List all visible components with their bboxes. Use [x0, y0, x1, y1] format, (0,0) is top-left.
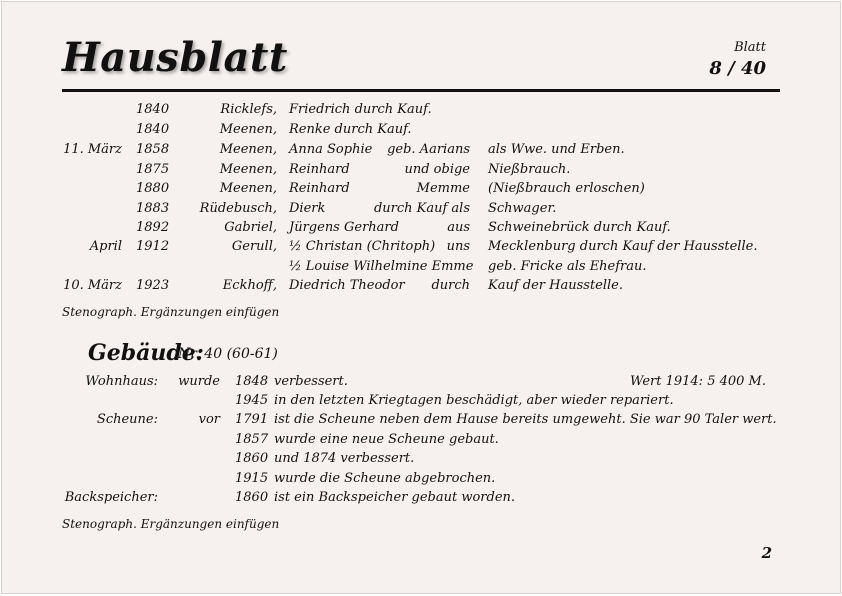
owner-note: geb. Fricke als Ehefrau. [488, 259, 647, 274]
owner-year: 1880 [136, 181, 170, 196]
blatt-number: 8 / 40 [709, 58, 766, 79]
owner-year: 1912 [136, 239, 170, 254]
owner-note: (Nießbrauch erloschen) [488, 181, 645, 196]
owner-note: als Wwe. und Erben. [488, 142, 625, 157]
steno-note: Stenograph. Ergänzungen einfügen [62, 517, 280, 531]
owner-name: Gerull, [231, 239, 277, 254]
owner-mid: uns [446, 239, 470, 254]
owner-day: 10. März [63, 278, 122, 293]
owner-year: 1858 [136, 142, 170, 157]
owner-year: 1840 [136, 122, 170, 137]
owner-name: Meenen, [219, 181, 277, 196]
page-title: Hausblatt [62, 34, 288, 81]
owner-year: 1923 [136, 278, 170, 293]
page-number: 2 [761, 544, 772, 562]
owner-first: Renke durch Kauf. [289, 122, 412, 137]
owner-first: Reinhard [289, 181, 350, 196]
owner-name: Meenen, [219, 162, 277, 177]
document-page [1, 1, 841, 594]
owner-year: 1892 [136, 220, 170, 235]
value-note: Wert 1914: 5 400 M. [630, 374, 766, 389]
owner-day: 11. März [63, 142, 122, 157]
building-text: ist die Scheune neben dem Hause bereits umgeweht. Sie war 90 Taler wert. [274, 412, 777, 427]
owner-mid: geb. Aarians [387, 142, 470, 157]
owner-name: Meenen, [219, 122, 277, 137]
owner-first: ½ Christan (Chritoph) [289, 239, 436, 254]
building-pre: wurde [178, 374, 220, 389]
building-year: 1857 [235, 432, 269, 447]
owner-year: 1883 [136, 201, 170, 216]
building-year: 1860 [235, 490, 269, 505]
owner-note: Schweinebrück durch Kauf. [488, 220, 671, 235]
building-type: Backspeicher: [64, 490, 158, 505]
owner-year: 1875 [136, 162, 170, 177]
building-text: verbessert. [274, 374, 348, 389]
owner-name: Eckhoff, [222, 278, 277, 293]
owner-note: Kauf der Hausstelle. [488, 278, 624, 293]
owner-name: Meenen, [219, 142, 277, 157]
owner-first: Diedrich Theodor [289, 278, 405, 293]
owner-first: Anna Sophie [289, 142, 373, 157]
blatt-label: Blatt [734, 40, 766, 55]
owner-note: Schwager. [488, 201, 557, 216]
building-text: wurde die Scheune abgebrochen. [274, 471, 496, 486]
building-year: 1860 [235, 451, 269, 466]
owner-year: 1840 [136, 102, 170, 117]
building-text: in den letzten Kriegtagen beschädigt, aber wieder repariert. [274, 393, 674, 408]
building-type: Scheune: [96, 412, 158, 427]
owner-first: Dierk [289, 201, 326, 216]
building-pre: vor [198, 412, 220, 427]
building-year: 1791 [235, 412, 269, 427]
building-text: ist ein Backspeicher gebaut worden. [274, 490, 516, 505]
owner-mid: und obige [404, 162, 470, 177]
owner-mid: aus [447, 220, 470, 235]
owner-name: Gabriel, [224, 220, 277, 235]
owner-mid: Memme [416, 181, 470, 196]
owner-name: Ricklefs, [220, 102, 277, 117]
owner-mid: durch Kauf als [373, 201, 470, 216]
building-year: 1915 [235, 471, 269, 486]
header-rule [62, 89, 780, 92]
owner-mid: durch [431, 278, 470, 293]
owner-first: Friedrich durch Kauf. [289, 102, 432, 117]
steno-note: Stenograph. Ergänzungen einfügen [62, 305, 280, 319]
owner-first: Jürgens Gerhard [289, 220, 399, 235]
building-text: wurde eine neue Scheune gebaut. [274, 432, 499, 447]
building-year: 1945 [235, 393, 269, 408]
building-text: und 1874 verbessert. [274, 451, 415, 466]
buildings-heading: Gebäude: [88, 340, 204, 366]
building-year: 1848 [235, 374, 269, 389]
owner-first: ½ Louise Wilhelmine Emme [289, 259, 474, 274]
owner-note: Nießbrauch. [488, 162, 571, 177]
owner-first: Reinhard [289, 162, 350, 177]
owner-note: Mecklenburg durch Kauf der Hausstelle. [488, 239, 758, 254]
owner-day: April [89, 239, 122, 254]
building-type: Wohnhaus: [85, 374, 158, 389]
buildings-subheading: Nr. 40 (60-61) [178, 346, 278, 362]
owner-name: Rüdebusch, [199, 201, 277, 216]
